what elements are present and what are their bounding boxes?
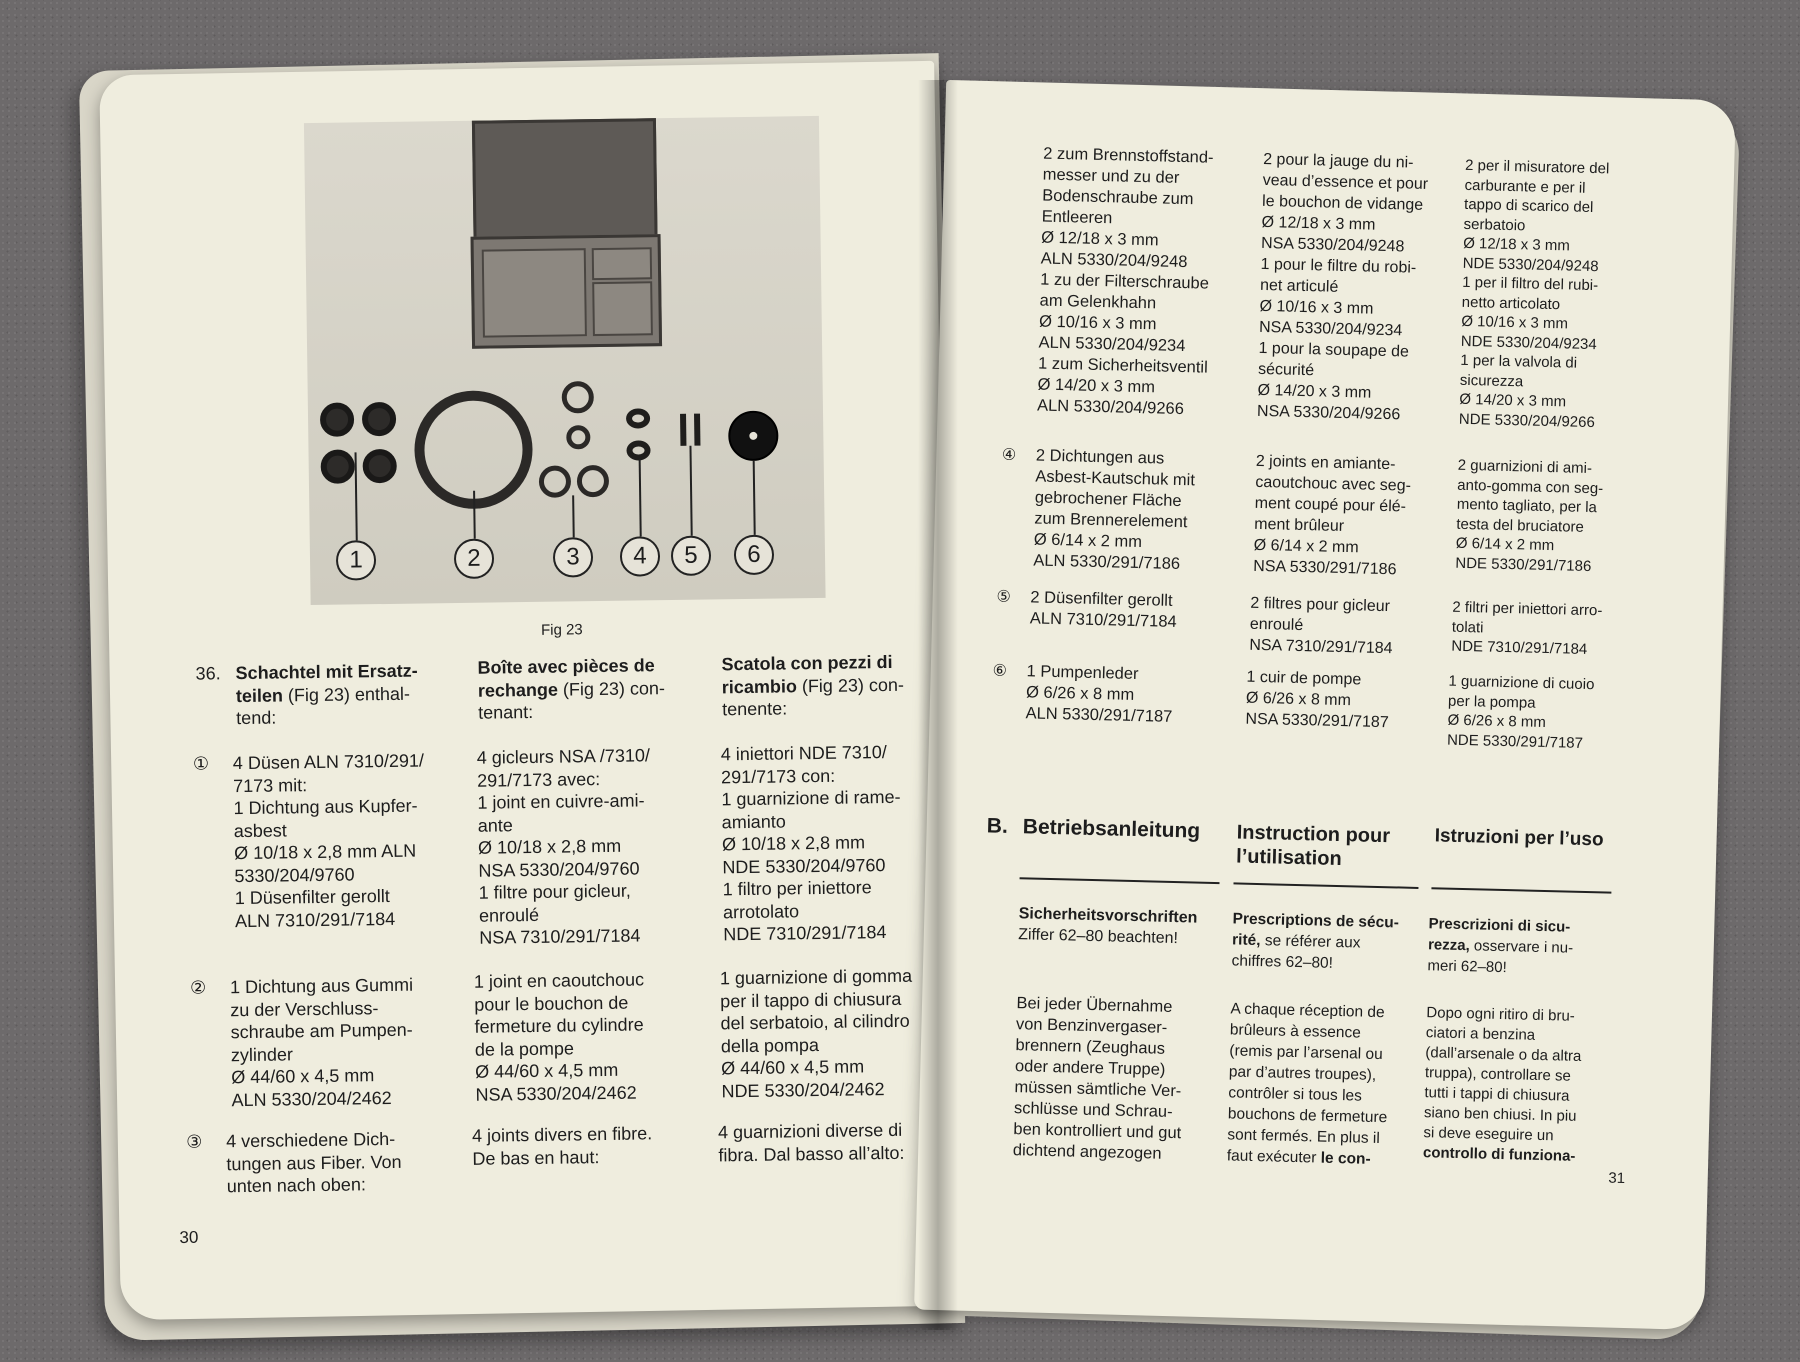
item-4-de: 2 Dichtungen aus Asbest-Kautschuk mit gebrochener Fläche zum Brennerelement Ø 6/14 x 2 mm ALN 5330/291/7186: [1033, 446, 1196, 574]
callout-3: 3: [553, 537, 594, 578]
page-number-right: 31: [1608, 1169, 1626, 1188]
item-2-fr: 1 joint en caoutchouc pour le bouchon de fermeture du cylindre de la pompe Ø 44/60 x 4,5 mm NSA 5330/204/2462: [473, 969, 645, 1105]
section-letter: B.: [986, 814, 1009, 838]
item-3-marker: ③: [185, 1131, 203, 1152]
item-4-it: 2 guarnizioni di ami- anto-gomma con seg- mento tagliato, per la testa del bruciatore Ø 6/14 x 2 mm NDE 5330/291/7186: [1455, 456, 1604, 575]
callout-4: 4: [620, 536, 661, 577]
heading-rule-de: [1020, 877, 1220, 884]
item-1-marker: ①: [192, 753, 210, 774]
item-1-fr: 4 gicleurs NSA /7310/ 291/7173 avec: 1 joint en cuivre-ami- ante Ø 10/18 x 2,8 mm NSA 5330/204/9760 1 filtre pour gicleur, enroulé NSA 7310/291/7184: [476, 745, 651, 948]
safety-fr: Prescriptions de sécu- rité, se référer aux chiffres 62–80!: [1231, 910, 1400, 972]
heading-rule-it: [1431, 887, 1611, 893]
item-2-marker: ②: [189, 977, 207, 998]
figure-caption: Fig 23: [540, 621, 583, 639]
item-4-fr: 2 joints en amiante- caoutchouc avec seg- ment coupé pour élé- ment brûleur Ø 6/14 x 2 mm NSA 5330/291/7186: [1253, 452, 1412, 579]
item-36-fr: Boîte avec pièces de rechange (Fig 23) con- tenant:: [477, 655, 666, 723]
section-title-de: Betriebsanleitung: [1022, 815, 1201, 843]
heading-rule-fr: [1233, 882, 1418, 889]
body-fr: A chaque réception de brûleurs à essence (remis par l’arsenal ou par d’autres troupes), contrôler si tous les bouchons de fermeture sont fermés. En plus il faut exécuter le con-: [1226, 1000, 1388, 1168]
section-title-fr: Instruction pour l’utilisation: [1235, 821, 1391, 871]
safety-it: Prescrizioni di sicu- rezza, osservare i nu- meri 62–80!: [1427, 915, 1574, 977]
safety-de: Sicherheitsvorschriften Ziffer 62–80 beachten!: [1017, 905, 1198, 948]
item-3-de: 4 verschiedene Dich- tungen aus Fiber. Von unten nach oben:: [225, 1128, 402, 1197]
section-title-it: Istruzioni per l’uso: [1434, 825, 1604, 851]
item-3-cont-it: 2 per il misuratore del carburante e per il tappo di scarico del serbatoio Ø 12/18 x 3 mm NDE 5330/204/9248 1 per il filtro del rubi- netto articolato Ø 10/16 x 3 mm NDE 5330/204/9234 1 per la valvola di sicurezza Ø 14/20 x 3 mm NDE 5330/204/9266: [1458, 156, 1610, 431]
body-it: Dopo ogni ritiro di bru- ciatori a benzina (dall’arsenale o da altra truppa), controllare se tutti i tappi di chiusura siano ben chiusi. In piu si deve eseguire un controllo di funziona-: [1422, 1004, 1582, 1165]
callout-2: 2: [454, 538, 495, 579]
item-2-it: 1 guarnizione di gomma per il tappo di chiusura del serbatoio, al cilindro della pompa Ø 44/60 x 4,5 mm NDE 5330/204/2462: [719, 965, 913, 1101]
item-1-de: 4 Düsen ALN 7310/291/ 7173 mit: 1 Dichtung aus Kupfer- asbest Ø 10/18 x 2,8 mm ALN 5330/204/9760 1 Düsenfilter gerollt ALN 7310/291/7184: [232, 750, 425, 931]
item-6-de: 1 Pumpenleder Ø 6/26 x 8 mm ALN 5330/291/7187: [1025, 662, 1173, 726]
body-de: Bei jeder Übernahme von Benzinvergaser- brennern (Zeughaus oder andere Truppe) müssen sämtliche Ver- schlüsse und Schrau- ben kontrolliert und gut dichtend angezogen: [1012, 994, 1182, 1163]
page-number-left: 30: [179, 1227, 199, 1247]
item-6-fr: 1 cuir de pompe Ø 6/26 x 8 mm NSA 5330/291/7187: [1245, 668, 1389, 732]
item-3-cont-fr: 2 pour la jauge du ni- veau d’essence et pour le bouchon de vidange Ø 12/18 x 3 mm NSA 5330/204/9248 1 pour le filtre du robi- net articulé Ø 10/16 x 3 mm NSA 5330/204/9234 1 pour la soupape de sécurité Ø 14/20 x 3 mm NSA 5330/204/9266: [1256, 150, 1429, 424]
callout-5: 5: [671, 535, 712, 576]
item-36-it: Scatola con pezzi di ricambio (Fig 23) con- tenente:: [721, 651, 905, 720]
item-5-marker: ⑤: [996, 588, 1011, 606]
item-5-it: 2 filtri per iniettori arro- tolati NDE 7310/291/7184: [1451, 598, 1603, 659]
item-3-cont-de: 2 zum Brennstoffstand- messer und zu der Bodenschraube zum Entleeren Ø 12/18 x 3 mm ALN 5330/204/9248 1 zu der Filterschraube am Gelenkhahn Ø 10/16 x 3 mm ALN 5330/204/9234 1 zum Sicherheitsventil Ø 14/20 x 3 mm ALN 5330/204/9266: [1036, 144, 1214, 419]
item-2-de: 1 Dichtung aus Gummi zu der Verschluss- schraube am Pumpen- zylinder Ø 44/60 x 4,5 mm ALN 5330/204/2462: [229, 974, 414, 1110]
item-36-number: 36.: [195, 663, 221, 684]
callout-1: 1: [336, 540, 377, 581]
item-36-de: Schachtel mit Ersatz- teilen (Fig 23) enthal- tend:: [235, 660, 418, 729]
item-3-fr: 4 joints divers en fibre. De bas en haut:: [471, 1123, 653, 1169]
item-4-marker: ④: [1001, 446, 1017, 464]
item-6-marker: ⑥: [992, 662, 1008, 680]
item-1-it: 4 iniettori NDE 7310/ 291/7173 con: 1 guarnizione di rame- amianto Ø 10/18 x 2,8 mm NDE 5330/204/9760 1 filtro per iniettore arrotolato NDE 7310/291/7184: [720, 742, 901, 945]
callout-6: 6: [734, 535, 775, 576]
item-5-de: 2 Düsenfilter gerollt ALN 7310/291/7184: [1029, 588, 1177, 631]
item-3-it: 4 guarnizioni diverse di fibra. Dal basso all’alto:: [717, 1119, 905, 1165]
item-5-fr: 2 filtres pour gicleur enroulé NSA 7310/291/7184: [1249, 594, 1393, 658]
item-6-it: 1 guarnizione di cuoio per la pompa Ø 6/26 x 8 mm NDE 5330/291/7187: [1446, 672, 1595, 752]
